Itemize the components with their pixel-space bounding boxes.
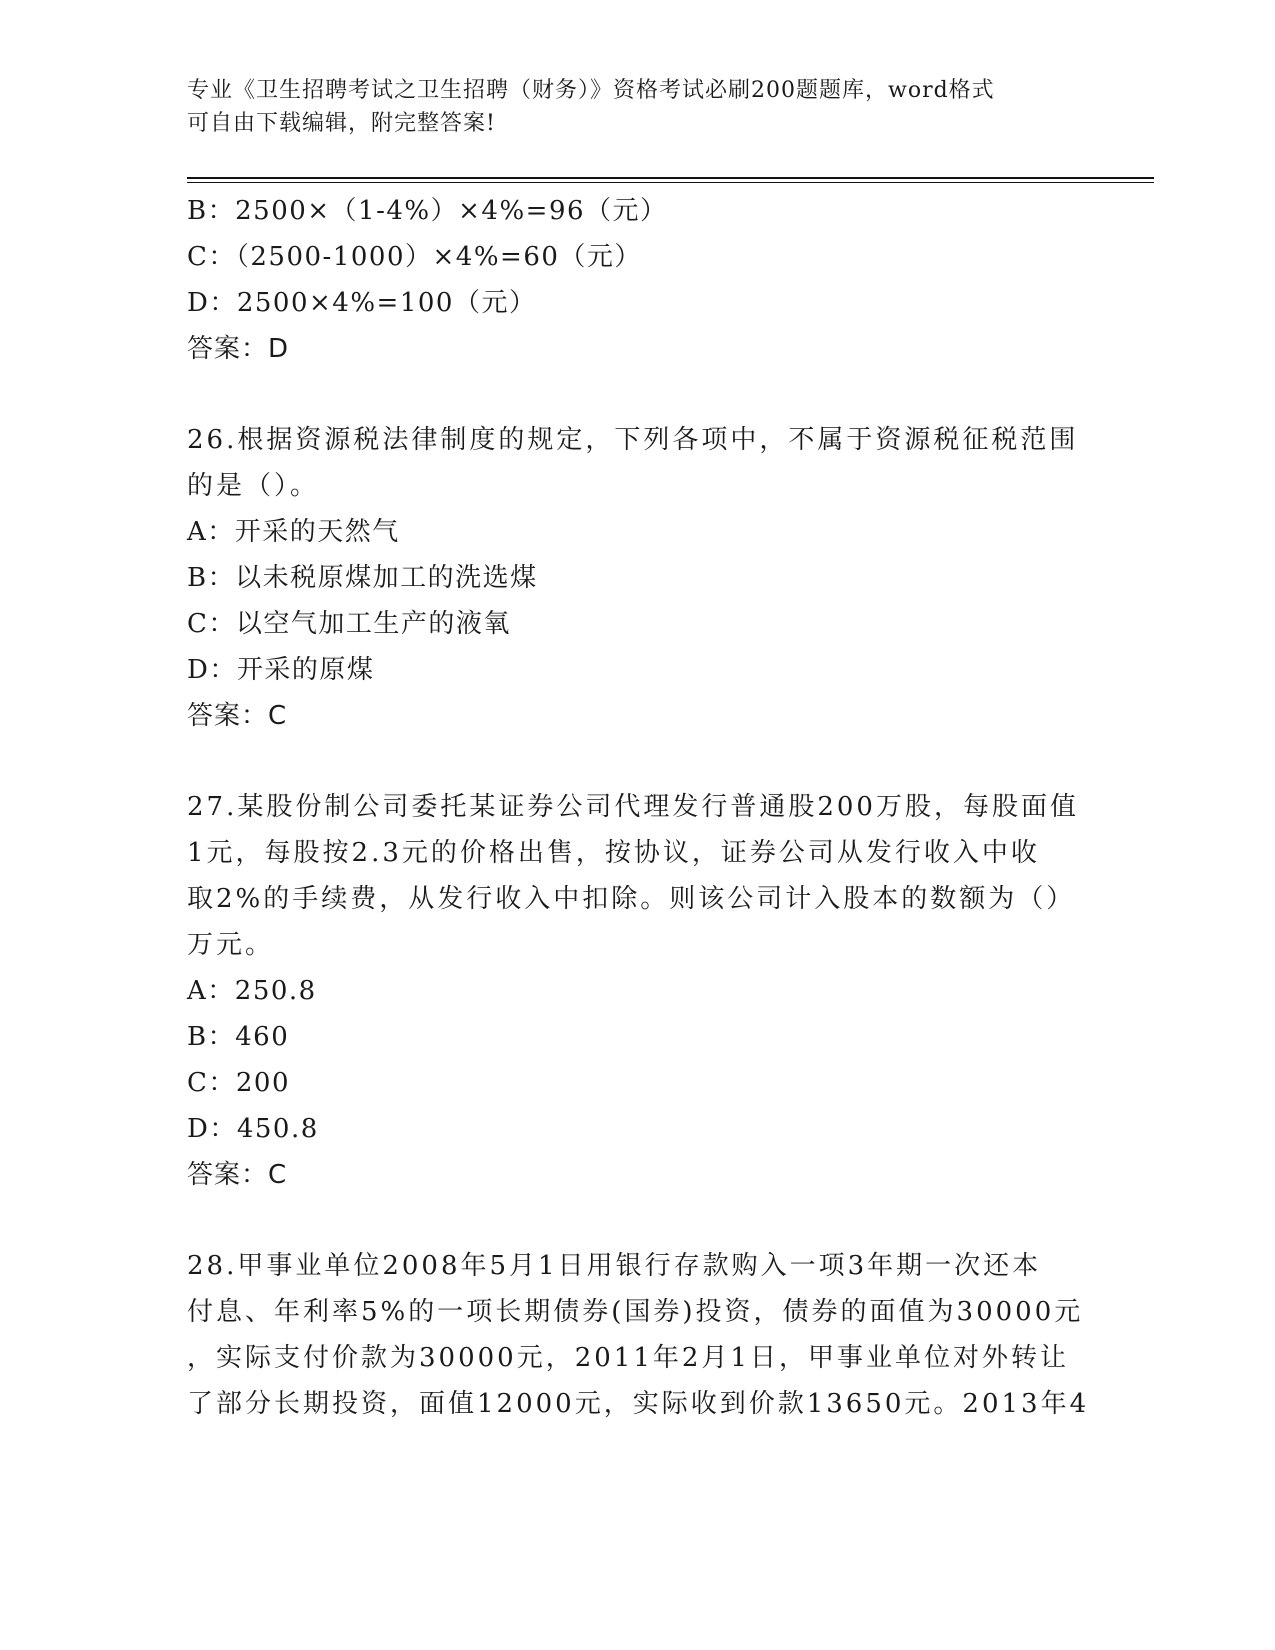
option-c: C：（2500-1000）×4%=60（元） xyxy=(187,242,642,272)
spacer xyxy=(187,739,1087,784)
stem-line: 1元，每股按2.3元的价格出售，按协议，证券公司从发行收入中收 xyxy=(187,838,1040,868)
stem-line: 了部分长期投资，面值12000元，实际收到价款13650元。2013年4 xyxy=(187,1389,1090,1419)
answer-line: 答案：C xyxy=(187,1160,288,1190)
stem-line: 的是（）。 xyxy=(187,471,320,501)
stem-line: 26.根据资源税法律制度的规定，下列各项中，不属于资源税征税范围 xyxy=(187,425,1079,455)
stem-line: 付息、年利率5%的一项长期债券(国券)投资，债券的面值为30000元 xyxy=(187,1297,1084,1327)
stem-line: 取2%的手续费，从发行收入中扣除。则该公司计入股本的数额为（） xyxy=(187,884,1076,914)
question-stem xyxy=(187,1243,1090,1427)
answer-line: 答案：C xyxy=(187,701,288,731)
question-26 xyxy=(187,417,1087,739)
spacer xyxy=(187,1198,1087,1243)
option-b: B：以未税原煤加工的洗选煤 xyxy=(187,563,538,593)
header-line-2: 可自由下载编辑，附完整答案! xyxy=(187,111,496,136)
stem-line: ，实际支付价款为30000元，2011年2月1日，甲事业单位对外转让 xyxy=(187,1343,1069,1373)
question-stem xyxy=(187,417,1087,509)
header-line-1: 专业《卫生招聘考试之卫生招聘（财务）》资格考试必刷200题题库，word格式 xyxy=(187,78,995,103)
option-c: C：200 xyxy=(187,1068,291,1098)
option-b: B：460 xyxy=(187,1022,290,1052)
page-header xyxy=(187,74,1067,140)
question-stem xyxy=(187,784,1087,968)
answer-line: 答案：D xyxy=(187,334,290,364)
option-d: D：450.8 xyxy=(187,1114,319,1144)
option-a: A：开采的天然气 xyxy=(187,517,400,547)
stem-line: 27.某股份制公司委托某证券公司代理发行普通股200万股，每股面值 xyxy=(187,792,1079,822)
question-25-tail xyxy=(187,188,1087,372)
option-d: D：开采的原煤 xyxy=(187,655,375,685)
option-d: D：2500×4%=100（元） xyxy=(187,288,537,318)
question-28 xyxy=(187,1243,1090,1427)
spacer xyxy=(187,372,1087,417)
stem-line: 万元。 xyxy=(187,930,275,960)
option-b: B：2500×（1-4%）×4%=96（元） xyxy=(187,196,668,226)
option-a: A：250.8 xyxy=(187,976,317,1006)
question-27 xyxy=(187,784,1087,1198)
header-divider xyxy=(187,177,1154,183)
stem-line: 28.甲事业单位2008年5月1日用银行存款购入一项3年期一次还本 xyxy=(187,1251,1042,1281)
option-c: C：以空气加工生产的液氧 xyxy=(187,609,511,639)
document-body xyxy=(187,188,1090,1427)
